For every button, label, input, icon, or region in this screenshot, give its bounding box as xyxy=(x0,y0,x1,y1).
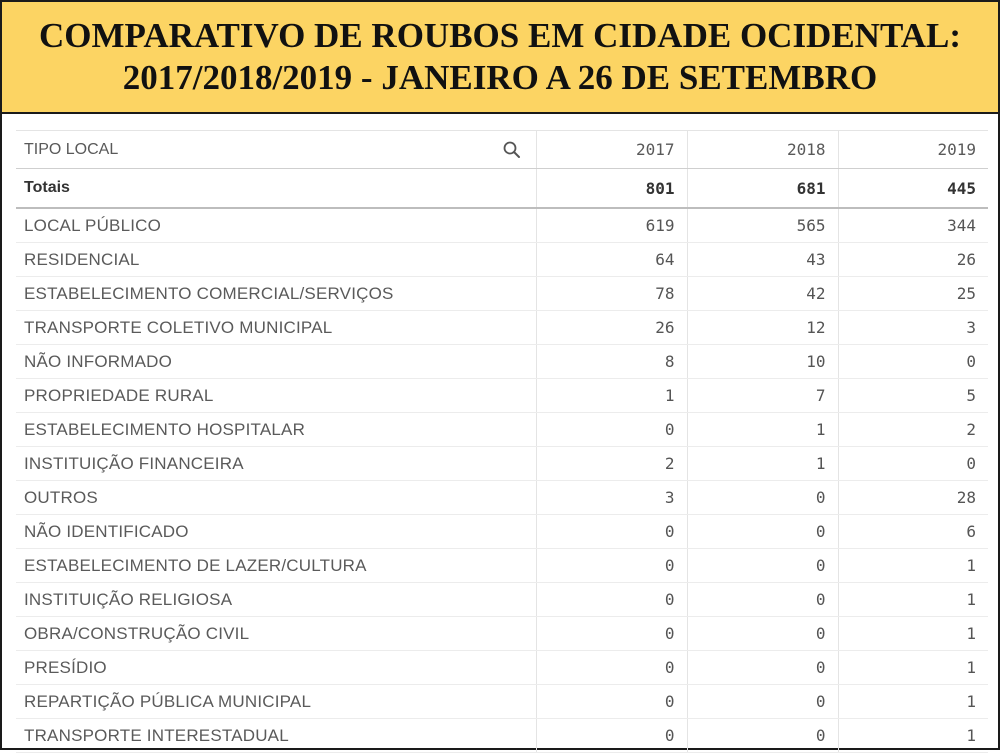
cell-value-2017: 0 xyxy=(536,413,687,447)
table-row[interactable] xyxy=(16,651,988,685)
row-label: RESIDENCIAL xyxy=(16,243,536,277)
cell-value-2019: 3 xyxy=(838,311,988,345)
cell-value-2018: 42 xyxy=(687,277,838,311)
search-icon[interactable] xyxy=(502,140,522,160)
row-label: TRANSPORTE COLETIVO MUNICIPAL xyxy=(16,311,536,345)
row-label: ESTABELECIMENTO COMERCIAL/SERVIÇOS xyxy=(16,277,536,311)
cell-value-2018: 0 xyxy=(687,515,838,549)
column-header-tipo-local[interactable] xyxy=(16,131,536,169)
cell-value-2019: 1 xyxy=(838,719,988,753)
table-row[interactable] xyxy=(16,583,988,617)
cell-value-2018: 0 xyxy=(687,685,838,719)
cell-value-2019: 25 xyxy=(838,277,988,311)
row-label: NÃO IDENTIFICADO xyxy=(16,515,536,549)
cell-value-2019: 0 xyxy=(838,447,988,481)
cell-value-2018: 1 xyxy=(687,447,838,481)
cell-value-2019: 1 xyxy=(838,685,988,719)
cell-value-2017: 8 xyxy=(536,345,687,379)
table-row[interactable] xyxy=(16,549,988,583)
cell-value-2019: 2 xyxy=(838,413,988,447)
cell-value-2018: 0 xyxy=(687,583,838,617)
row-label: OBRA/CONSTRUÇÃO CIVIL xyxy=(16,617,536,651)
table-row[interactable] xyxy=(16,243,988,277)
cell-value-2019: 344 xyxy=(838,208,988,243)
table-row[interactable] xyxy=(16,447,988,481)
table-row[interactable] xyxy=(16,413,988,447)
cell-value-2019: 28 xyxy=(838,481,988,515)
cell-value-2019: 6 xyxy=(838,515,988,549)
cell-value-2018: 10 xyxy=(687,345,838,379)
column-header-2018[interactable]: 2018 xyxy=(687,131,838,169)
cell-value-2017: 0 xyxy=(536,549,687,583)
total-2019: 445 xyxy=(838,169,988,209)
row-label: OUTROS xyxy=(16,481,536,515)
cell-value-2017: 0 xyxy=(536,583,687,617)
total-2017: 801 xyxy=(536,169,687,209)
row-label: LOCAL PÚBLICO xyxy=(16,208,536,243)
cell-value-2018: 0 xyxy=(687,617,838,651)
column-header-2019[interactable]: 2019 xyxy=(838,131,988,169)
cell-value-2019: 5 xyxy=(838,379,988,413)
header-row xyxy=(16,131,988,169)
cell-value-2017: 64 xyxy=(536,243,687,277)
row-label: TRANSPORTE INTERESTADUAL xyxy=(16,719,536,753)
cell-value-2018: 0 xyxy=(687,651,838,685)
row-label: REPARTIÇÃO PÚBLICA MUNICIPAL xyxy=(16,685,536,719)
column-header-2017[interactable]: 2017 xyxy=(536,131,687,169)
cell-value-2017: 78 xyxy=(536,277,687,311)
cell-value-2019: 1 xyxy=(838,583,988,617)
cell-value-2017: 0 xyxy=(536,617,687,651)
table-row[interactable] xyxy=(16,277,988,311)
table-row[interactable] xyxy=(16,208,988,243)
table-row[interactable] xyxy=(16,481,988,515)
cell-value-2019: 1 xyxy=(838,617,988,651)
row-label: ESTABELECIMENTO DE LAZER/CULTURA xyxy=(16,549,536,583)
row-label: PRESÍDIO xyxy=(16,651,536,685)
cell-value-2017: 1 xyxy=(536,379,687,413)
table-row[interactable] xyxy=(16,719,988,753)
cell-value-2017: 619 xyxy=(536,208,687,243)
title-line-1: COMPARATIVO DE ROUBOS EM CIDADE OCIDENTAL: xyxy=(39,16,961,55)
cell-value-2017: 0 xyxy=(536,685,687,719)
row-label: ESTABELECIMENTO HOSPITALAR xyxy=(16,413,536,447)
cell-value-2017: 26 xyxy=(536,311,687,345)
cell-value-2017: 3 xyxy=(536,481,687,515)
cell-value-2018: 0 xyxy=(687,719,838,753)
cell-value-2018: 12 xyxy=(687,311,838,345)
title-line-2: 2017/2018/2019 - JANEIRO A 26 DE SETEMBRO xyxy=(122,58,878,97)
table-row[interactable] xyxy=(16,379,988,413)
cell-value-2017: 0 xyxy=(536,651,687,685)
row-label: INSTITUIÇÃO RELIGIOSA xyxy=(16,583,536,617)
cell-value-2018: 1 xyxy=(687,413,838,447)
column-header-label: TIPO LOCAL xyxy=(24,140,119,158)
cell-value-2017: 2 xyxy=(536,447,687,481)
table-container xyxy=(16,130,988,753)
row-label: PROPRIEDADE RURAL xyxy=(16,379,536,413)
cell-value-2017: 0 xyxy=(536,719,687,753)
cell-value-2019: 26 xyxy=(838,243,988,277)
cell-value-2018: 43 xyxy=(687,243,838,277)
table-row[interactable] xyxy=(16,345,988,379)
row-label: INSTITUIÇÃO FINANCEIRA xyxy=(16,447,536,481)
cell-value-2019: 1 xyxy=(838,549,988,583)
table-row[interactable] xyxy=(16,311,988,345)
totals-row xyxy=(16,169,988,209)
cell-value-2018: 0 xyxy=(687,481,838,515)
table-row[interactable] xyxy=(16,515,988,549)
cell-value-2018: 0 xyxy=(687,549,838,583)
table-row[interactable] xyxy=(16,617,988,651)
title-banner xyxy=(2,2,998,114)
robbery-table xyxy=(16,130,988,753)
table-row[interactable] xyxy=(16,685,988,719)
cell-value-2018: 7 xyxy=(687,379,838,413)
cell-value-2017: 0 xyxy=(536,515,687,549)
cell-value-2019: 0 xyxy=(838,345,988,379)
totals-label: Totais xyxy=(16,169,536,209)
total-2018: 681 xyxy=(687,169,838,209)
cell-value-2018: 565 xyxy=(687,208,838,243)
cell-value-2019: 1 xyxy=(838,651,988,685)
row-label: NÃO INFORMADO xyxy=(16,345,536,379)
